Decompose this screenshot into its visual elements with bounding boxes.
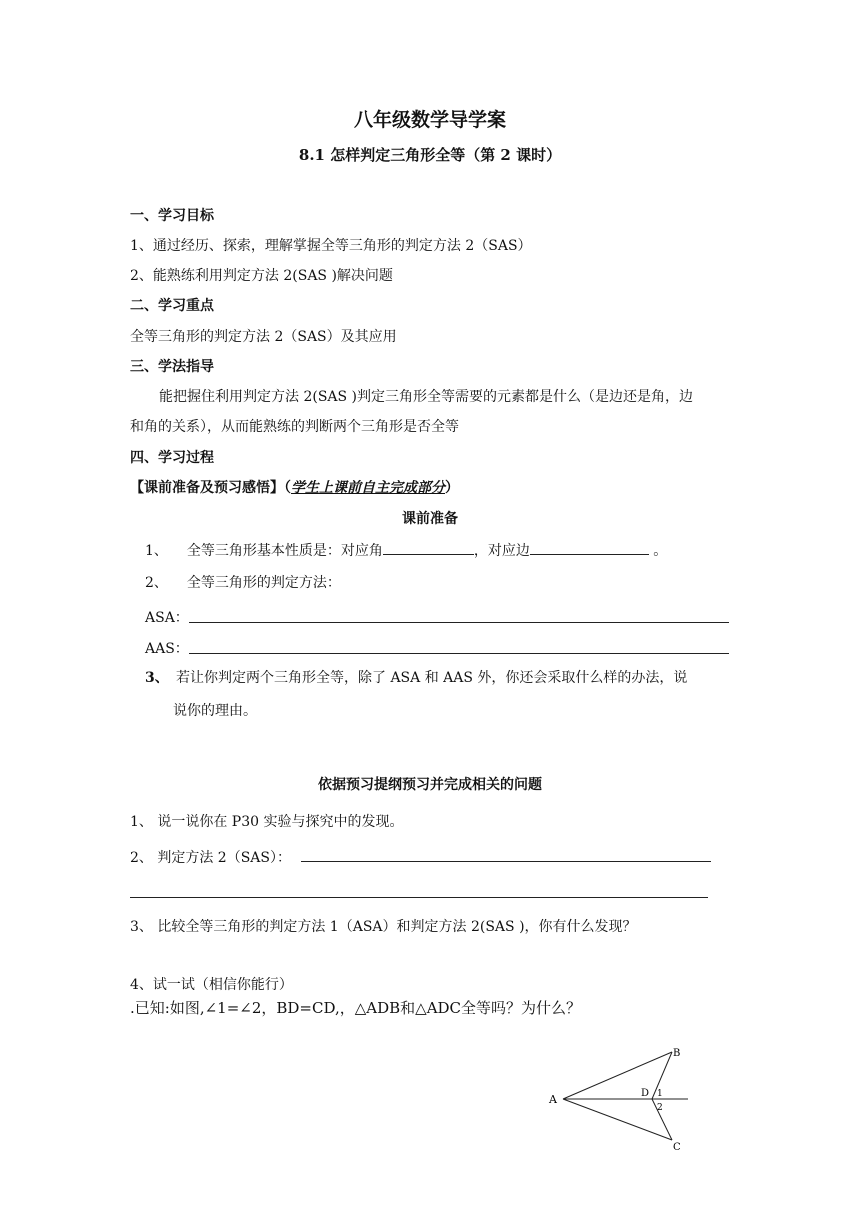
prep-label: 【课前准备及预习感悟】（ xyxy=(130,480,291,496)
document-title: 八年级数学导学案 xyxy=(353,109,506,131)
segment-ab xyxy=(563,1052,672,1099)
section-heading-process: 四、学习过程 xyxy=(130,450,214,466)
section-heading-focus: 二、学习重点 xyxy=(130,298,214,314)
prep-question-2 xyxy=(145,574,341,592)
section-heading-goals: 一、学习目标 xyxy=(130,208,214,224)
label-d: D xyxy=(641,1088,650,1099)
q1-text-a: 全等三角形基本性质是：对应角 xyxy=(186,543,383,559)
q1-number: 1、 xyxy=(145,543,168,559)
label-angle-1: 1 xyxy=(657,1089,663,1099)
q3-text-line-1: 若让你判定两个三角形全等，除了 ASA 和 AAS 外，你还会采取什么样的办法，说 xyxy=(176,670,688,686)
label-a: A xyxy=(549,1093,557,1106)
preview-title: 依据预习提纲预习并完成相关的问题 xyxy=(318,777,542,793)
preview-question-1: 1、 说一说你在 P30 实验与探究中的发现。 xyxy=(130,814,404,830)
aas-label: AAS： xyxy=(145,641,189,657)
prep-heading xyxy=(130,479,459,497)
label-b: B xyxy=(673,1048,681,1059)
preview-question-3: 3、 比较全等三角形的判定方法 1（ASA）和判定方法 2(SAS )，你有什么发现？ xyxy=(130,919,637,935)
section-heading-method: 三、学法指导 xyxy=(130,359,214,375)
goal-item-1: 1、通过经历、探索，理解掌握全等三角形的判定方法 2（SAS） xyxy=(130,238,532,254)
triangle-figure xyxy=(540,1040,710,1160)
q3-number: 3、 xyxy=(145,670,169,686)
q1-text-b: ，对应边 xyxy=(473,543,530,559)
prep-note: 学生上课前自主完成部分 xyxy=(291,480,445,496)
label-angle-2: 2 xyxy=(657,1103,663,1113)
method-text-line-2: 和角的关系），从而能熟练的判断两个三角形是否全等 xyxy=(130,419,459,435)
preview-question-5: .已知:如图,∠1=∠2，BD=CD,，△ADB和△ADC全等吗？为什么？ xyxy=(130,999,582,1017)
goal-item-2: 2、能熟练利用判定方法 2(SAS )解决问题 xyxy=(130,268,393,284)
prep-close: ） xyxy=(445,480,459,496)
q3-text-line-2: 说你的理由。 xyxy=(173,703,257,719)
label-c: C xyxy=(673,1142,681,1153)
q2-number: 2、 xyxy=(145,575,168,591)
document-subtitle: 8.1 怎样判定三角形全等（第 2 课时） xyxy=(298,146,562,164)
q1-blank-angle[interactable] xyxy=(383,540,474,555)
asa-label: ASA： xyxy=(145,610,189,626)
asa-answer-line[interactable] xyxy=(189,622,729,623)
method-text-line-1: 能把握住利用判定方法 2(SAS )判定三角形全等需要的元素都是什么（是边还是角，边 xyxy=(159,389,694,405)
preview-question-4: 4、试一试（相信你能行） xyxy=(130,977,293,993)
focus-text: 全等三角形的判定方法 2（SAS）及其应用 xyxy=(130,329,397,345)
prep-question-1 xyxy=(145,540,667,560)
q1-text-c: 。 xyxy=(653,543,668,559)
q1-blank-side[interactable] xyxy=(530,540,649,555)
segment-ac xyxy=(563,1099,672,1140)
sas-answer-line-2[interactable] xyxy=(130,897,708,898)
preview-question-2: 2、 判定方法 2（SAS）： xyxy=(130,850,292,866)
q2-text: 全等三角形的判定方法： xyxy=(186,575,341,591)
prep-title: 课前准备 xyxy=(402,511,458,527)
sas-answer-line-1[interactable] xyxy=(301,861,711,862)
aas-answer-line[interactable] xyxy=(189,653,729,654)
